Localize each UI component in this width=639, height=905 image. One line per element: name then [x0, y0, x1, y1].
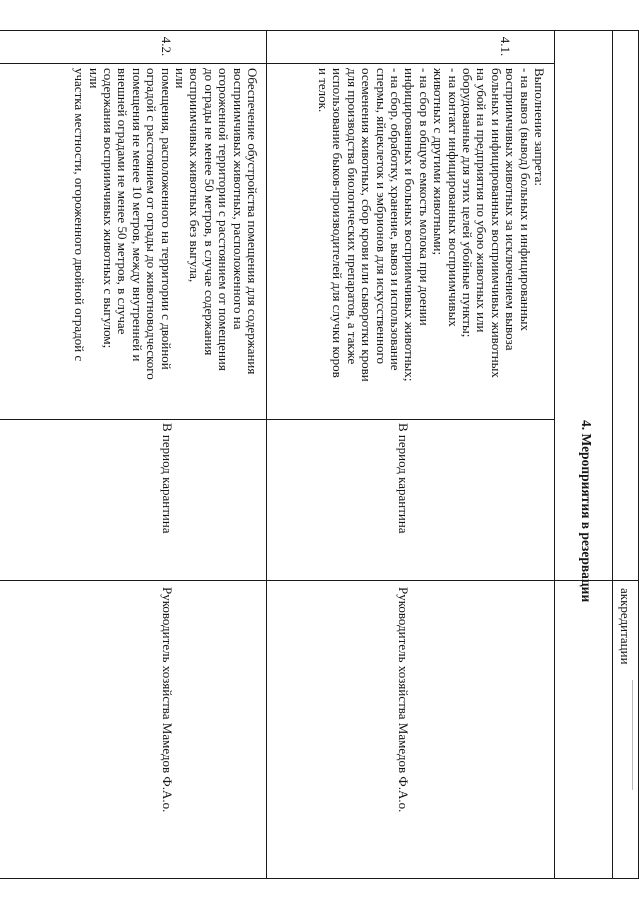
- measure-line: оградой с расстоянием от ограды до животноводческого: [144, 68, 160, 380]
- measure-line: больных и инфицированных восприимчивых животных: [488, 68, 504, 378]
- accreditation-header-text: аккредитации: [618, 588, 633, 665]
- measure-line: на убой на предприятия по убою животных или: [474, 68, 490, 333]
- measure-line: помещения не менее 10 метров, между внутренней и: [129, 68, 145, 362]
- measure-line: восприимчивых животных, расположенного на: [230, 68, 246, 330]
- measure-line: для производства биологических препаратов, а также: [344, 68, 360, 365]
- measure-line: участка местности, огороженного двойной оградой с: [72, 68, 88, 362]
- measure-line: содержания восприимчивых животных с выгулом;: [100, 68, 116, 349]
- measure-line: спермы, яйцеклеток и эмбрионов для искусственного: [373, 68, 389, 365]
- measure-line: восприимчивых животных без выгула,: [187, 68, 203, 283]
- measure-line: - на сбор, обработку, хранение, вывоз и использование: [387, 68, 403, 371]
- measure-line: животных с другими животными;: [431, 68, 447, 256]
- measure-line: Выполнение запрета:: [532, 68, 547, 187]
- row-number: 4.1.: [498, 36, 513, 57]
- measure-line: огороженной территории с расстоянием от помещения: [216, 68, 232, 371]
- row-divider: [266, 30, 267, 878]
- measure-line: восприимчивых животных за исключением вывоза: [503, 68, 519, 351]
- measure-line: и телок.: [315, 68, 331, 113]
- section-title: 4. Мероприятия в резервации: [579, 420, 594, 603]
- responsible-text: Руководитель хозяйства Мамедов Ф.А.о.: [160, 587, 175, 813]
- header-divider: [612, 30, 613, 878]
- col-divider-responsible: [0, 580, 639, 581]
- measure-line: помещения, расположенного на территории с двойной: [158, 68, 174, 370]
- measure-line: оборудованные для этих целей убойные пункты;: [459, 68, 475, 338]
- measure-line: инфицированных и больных восприимчивых животных;: [402, 68, 418, 382]
- table-border-left: [0, 30, 639, 31]
- measure-line: внешней оградами не менее 50 метров, в случае: [115, 68, 131, 335]
- measure-line: использование быков-производителей для случки коров: [330, 68, 346, 378]
- measure-line: Обеспечение обустройства помещения для содержания: [245, 68, 260, 375]
- term-text: В период карантина: [160, 423, 175, 534]
- row-number: 4.2.: [159, 36, 174, 57]
- measure-line: или: [86, 68, 102, 89]
- measure-line: осеменения животных, сбор крови или сыворотки крови: [359, 68, 375, 382]
- section-bottom-line: [554, 30, 555, 878]
- measure-line: или: [172, 68, 188, 89]
- term-text: В период карантина: [396, 423, 411, 534]
- responsible-text: Руководитель хозяйства Мамедов Ф.А.о.: [396, 587, 411, 813]
- measure-line: - на вывоз (вывод) больных и инфицированных: [517, 68, 533, 332]
- table-border-right: [0, 878, 639, 879]
- measure-text: [316, 68, 547, 413]
- measure-text: [72, 68, 259, 413]
- measure-line: - на контакт инфицированных восприимчивых: [445, 68, 461, 327]
- col-divider-number: [0, 63, 555, 64]
- measure-line: - на сбор в общую емкость молока при доении: [416, 68, 432, 326]
- measure-line: до ограды не менее 50 метров, в случае содержания: [201, 68, 217, 356]
- col-divider-term: [0, 419, 555, 420]
